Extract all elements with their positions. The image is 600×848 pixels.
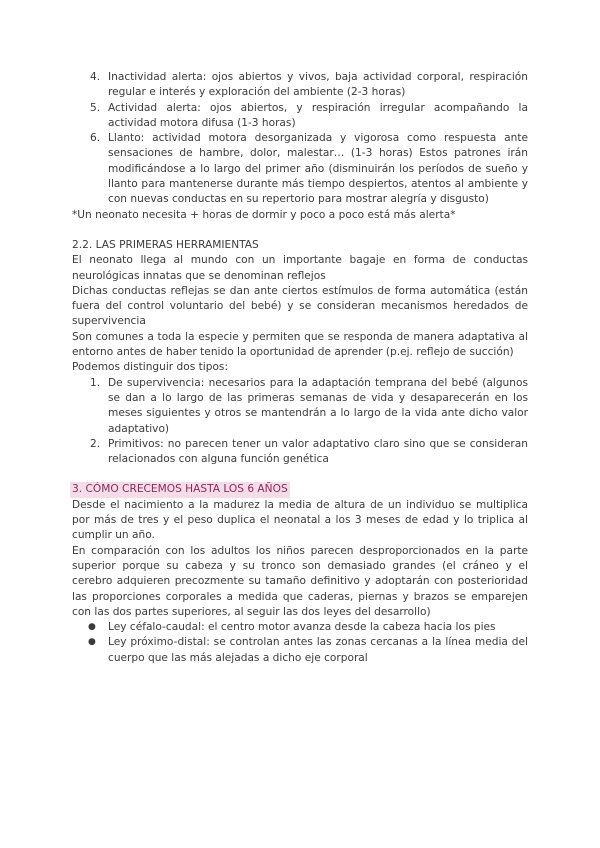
stages-list bbox=[72, 70, 528, 208]
bullet-icon: ● bbox=[88, 622, 96, 633]
list-item: 2. Primitivos: no parecen tener un valor adaptativo claro sino que se consideran relacionados con alguna función genética bbox=[90, 437, 528, 466]
section-heading-2-2: 2.2. LAS PRIMERAS HERRAMIENTAS bbox=[72, 238, 259, 251]
bullet-icon: ● bbox=[88, 637, 96, 648]
paragraph: Desde el nacimiento a la madurez la media de altura de un individuo se multiplica por más de tres y el peso duplica el neonatal a los 3 meses de edad y lo triplica al cumplir un año. bbox=[72, 498, 528, 542]
paragraph: Son comunes a toda la especie y permiten que se responda de manera adaptativa al entorno antes de haber tenido la oportunidad de aprender (p.ej. reflejo de succión) bbox=[72, 330, 528, 359]
section-heading-3: 3. CÓMO CRECEMOS HASTA LOS 6 AÑOS bbox=[70, 482, 290, 497]
list-item bbox=[88, 620, 528, 635]
list-item: 1. De supervivencia: necesarios para la adaptación temprana del bebé (algunos se dan a lo largo de las primeras semanas de vida y desaparecerán en los meses siguientes y otros se mantendrán a lo largo de la vida ante dicho valor adaptativo) bbox=[90, 376, 528, 435]
list-item-text: Actividad alerta: ojos abiertos, y respiración irregular acompañando la actividad motora difusa (1-3 horas) bbox=[108, 101, 528, 129]
list-item: 6. Llanto: actividad motora desorganizada y vigorosa como respuesta ante sensaciones de hambre, dolor, malestar… (1-3 horas) Estos patrones irán modificándose a lo largo del primer año (disminuirán los períodos de sueño y llanto para mantenerse durante más tiempo despiertos, atentos al ambiente y con nuevas conductas en su repertorio para mostrar alegría y disgusto) bbox=[90, 132, 528, 206]
paragraph: El neonato llega al mundo con un importante bagaje en forma de conductas neurológicas innatas que se denominan reflejos bbox=[72, 254, 528, 282]
list-item-text: De supervivencia: necesarios para la adaptación temprana del bebé (algunos se dan a lo largo de las primeras semanas de vida y desaparecerán en los meses siguientes y otros se mantendrán a lo largo de la vida ante dicho valor adaptativo) bbox=[108, 376, 528, 435]
paragraph: Dichas conductas reflejas se dan ante ciertos estímulos de forma automática (están fuera del control voluntario del bebé) y se consideran mecanismos heredados de supervivencia bbox=[72, 284, 528, 328]
laws-list bbox=[72, 620, 528, 666]
paragraph: Podemos distinguir dos tipos: bbox=[72, 361, 229, 374]
list-item-text: Llanto: actividad motora desorganizada y vigorosa como respuesta ante sensaciones de hambre, dolor, malestar… (1-3 horas) Estos patrones irán modificándose a lo largo del primer año (disminuirán los períodos de sueño y llanto para mantenerse durante más tiempo despiertos, atentos al ambiente y con nuevas conductas en su repertorio para mostrar alegría y disgusto) bbox=[108, 132, 528, 206]
paragraph: En comparación con los adultos los niños parecen desproporcionados en la parte superior porque su cabeza y su tronco son demasiado grandes (el cráneo y el cerebro adquieren precozmente su tamaño definitivo y adoptarán con posterioridad las proporciones corporales a medida que caderas, piernas y brazos se emparejen con las dos partes superiores, al seguir las dos leyes del desarrollo) bbox=[72, 544, 528, 618]
list-item: 5. Actividad alerta: ojos abiertos, y respiración irregular acompañando la actividad motora difusa (1-3 horas) bbox=[90, 101, 528, 129]
list-item: 4. Inactividad alerta: ojos abiertos y vivos, baja actividad corporal, respiración regular e interés y exploración del ambiente (2-3 horas) bbox=[90, 71, 528, 99]
list-item-text: Inactividad alerta: ojos abiertos y vivos, baja actividad corporal, respiración regular e interés y exploración del ambiente (2-3 horas) bbox=[108, 71, 528, 99]
list-item bbox=[88, 635, 528, 666]
list-item-text: Ley próximo-distal: se controlan antes las zonas cercanas a la línea media del cuerpo que las más alejadas a dicho eje corporal bbox=[108, 636, 528, 664]
list-item-text: Ley céfalo-caudal: el centro motor avanza desde la cabeza hacia los pies bbox=[108, 621, 496, 634]
reflex-types-list bbox=[72, 376, 528, 468]
list-item-text: Primitivos: no parecen tener un valor adaptativo claro sino que se consideran relacionados con alguna función genética bbox=[108, 437, 528, 466]
note-text: *Un neonato necesita + horas de dormir y poco a poco está más alerta* bbox=[72, 208, 456, 221]
page-content bbox=[72, 70, 528, 666]
